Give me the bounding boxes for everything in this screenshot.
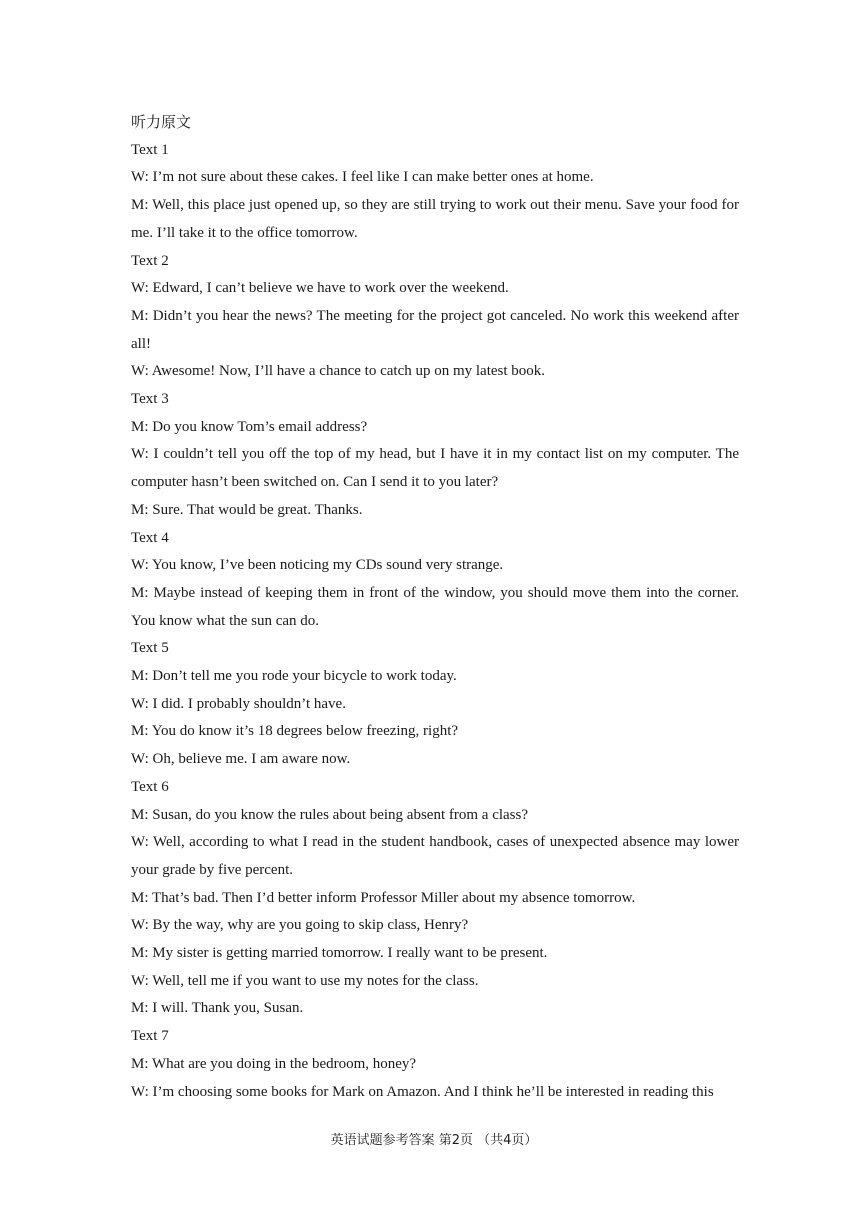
dialogue-line: W: By the way, why are you going to skip class, Henry? <box>131 917 469 934</box>
dialogue-line: W: Well, tell me if you want to use my notes for the class. <box>131 972 479 989</box>
dialogue-line: M: What are you doing in the bedroom, honey? <box>131 1055 417 1072</box>
transcript-lines <box>131 137 739 1107</box>
section-label: Text 6 <box>131 778 169 795</box>
dialogue-line: M: Well, this place just opened up, so they are still trying to work out their menu. Save your food for me. I’ll take it to the office tomorrow. <box>131 197 739 241</box>
document-body <box>131 109 739 1106</box>
page-footer: 英语试题参考答案 第2页 （共4页） <box>330 1133 538 1148</box>
dialogue-line: W: Edward, I can’t believe we have to work over the weekend. <box>131 280 509 297</box>
section-label: Text 3 <box>131 391 169 408</box>
dialogue-line: M: Didn’t you hear the news? The meeting for the project got canceled. No work this weekend after all! <box>131 307 739 352</box>
dialogue-line: M: That’s bad. Then I’d better inform Professor Miller about my absence tomorrow. <box>131 889 636 906</box>
section-label: Text 2 <box>131 252 169 269</box>
document-heading: 听力原文 <box>131 113 192 131</box>
section-label: Text 7 <box>131 1028 169 1045</box>
dialogue-line: M: Susan, do you know the rules about being absent from a class? <box>131 806 529 823</box>
section-label: Text 4 <box>131 529 169 546</box>
dialogue-line: W: I did. I probably shouldn’t have. <box>131 695 346 712</box>
dialogue-line: W: I’m not sure about these cakes. I feel like I can make better ones at home. <box>131 169 594 186</box>
dialogue-line: M: Maybe instead of keeping them in front of the window, you should move them into the corner. You know what the sun can do. <box>131 584 739 629</box>
dialogue-line: W: Well, according to what I read in the student handbook, cases of unexpected absence may lower your grade by five percent. <box>131 834 739 878</box>
dialogue-line: M: Do you know Tom’s email address? <box>131 418 368 435</box>
dialogue-line: M: Don’t tell me you rode your bicycle to work today. <box>131 668 457 685</box>
dialogue-line: M: I will. Thank you, Susan. <box>131 1000 304 1017</box>
dialogue-line: M: Sure. That would be great. Thanks. <box>131 501 363 518</box>
section-label: Text 5 <box>131 640 169 657</box>
dialogue-line: W: I’m choosing some books for Mark on Amazon. And I think he’ll be interested in reading this <box>131 1083 714 1100</box>
dialogue-line: W: You know, I’ve been noticing my CDs sound very strange. <box>131 557 504 574</box>
section-label: Text 1 <box>131 141 169 158</box>
dialogue-line: W: Awesome! Now, I’ll have a chance to catch up on my latest book. <box>131 363 546 380</box>
dialogue-line: W: I couldn’t tell you off the top of my head, but I have it in my contact list on my computer. The computer hasn’t been switched on. Can I send it to you later? <box>131 446 739 491</box>
dialogue-line: M: My sister is getting married tomorrow. I really want to be present. <box>131 945 548 962</box>
dialogue-line: M: You do know it’s 18 degrees below freezing, right? <box>131 723 459 740</box>
dialogue-line: W: Oh, believe me. I am aware now. <box>131 751 351 768</box>
